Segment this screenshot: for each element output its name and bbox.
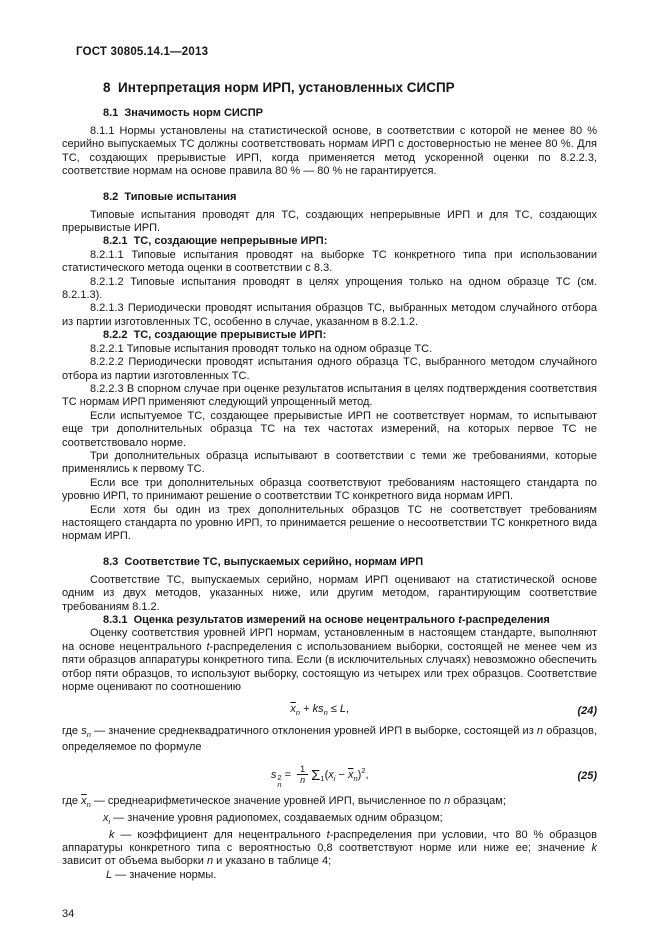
italic-t: t (458, 614, 462, 626)
doc-code-header: ГОСТ 30805.14.1—2013 (76, 46, 209, 58)
operator-equals: = (281, 768, 295, 781)
heading-8-2-2: 8.2.2 ТС, создающие прерывистые ИРП: (103, 329, 327, 342)
sub-n: n (323, 708, 328, 718)
body-text: где (62, 795, 82, 808)
formula-25 (62, 764, 597, 789)
body-text: — среднеарифметическое значение уровней ИРП, вычисленное по (90, 795, 445, 808)
paragraph-8-2-2-1: 8.2.2.1 Типовые испытания проводят только на одном образце ТС. (90, 342, 433, 355)
where-list-item-xbar (62, 795, 597, 812)
var-n: n (206, 855, 214, 868)
formula-24 (62, 703, 597, 717)
sup-2: 2 (361, 765, 366, 775)
summation-sign: Σ (311, 766, 321, 784)
heading-text: 8.3.1 Оценка результатов измерений на основе нецентрального (103, 614, 459, 626)
body-text: — значение среднеквадратичного отклонения уровней ИРП в выборке, состоящей из (90, 724, 537, 737)
where-list-item-L (62, 869, 597, 882)
section-8-heading: 8 Интерпретация норм ИРП, установленных СИСПР (103, 80, 455, 95)
paragraph-8-2-intro: Типовые испытания проводят для ТС, создающих непрерывные ИРП и для ТС, создающих прерывистые ИРП. (62, 208, 597, 235)
paragraph-retest-rule: Если испытуемое ТС, создающее прерывистые ИРП не соответствует нормам, то испытывают еще три дополнительных образца ТС на тех частотах измерений, на которых первое ТС не соответствовало норме. (62, 409, 597, 449)
var-x: x (328, 768, 334, 781)
var-xbar: $\overline{x}$ (81, 795, 87, 808)
sub-n: n (295, 708, 301, 718)
paragraph-all-pass-rule: Если все три дополнительных образца соответствуют требованиям настоящего стандарта по уровню ИРП, то принимают решение о соответствии ТС конкретного вида нормам ИРП. (62, 476, 597, 503)
fraction (297, 764, 308, 786)
operator-leq: ≤ (327, 703, 340, 716)
heading-8-2-1: 8.2.1 ТС, создающие непрерывные ИРП: (103, 235, 328, 248)
sub-i: i (333, 773, 336, 783)
var-L: L (106, 868, 113, 881)
var-k: k (591, 841, 597, 854)
where-list-item-xi (62, 812, 597, 829)
var-n: n (536, 724, 544, 737)
sub-i: i (108, 817, 111, 827)
fraction-denominator: n (300, 774, 306, 785)
body-text: -распределения при условии, что 80 % образцов аппаратуры конкретного типа с вероятностью 0,8 соответствуют норме или ниже ее; значение (62, 828, 597, 854)
paragraph-8-3-1-body (62, 627, 597, 694)
formula-24-number: (24) (577, 704, 597, 717)
paragraph-where-s (62, 725, 597, 755)
paragraph-8-2-1-3: 8.2.1.3 Периодически проводят испытания образцов ТС, выбранных методом случайного отбора из партии изготовленных ТС, особенно в случае, указанном в 8.2.1.2. (62, 302, 597, 328)
body-text: образцам; (450, 795, 506, 808)
body-text: зависит от объема выборки (62, 855, 207, 868)
heading-text: -распределения (461, 614, 550, 626)
summation-lower-limit: 1 (320, 773, 325, 783)
var-s: s (270, 768, 277, 781)
var-n: n (444, 795, 451, 808)
body-text: — значение нормы. (112, 868, 217, 881)
where-list-item-k (62, 829, 597, 869)
formula-25-number: (25) (577, 770, 597, 782)
paren-open: ( (324, 768, 329, 781)
italic-t: t (206, 640, 210, 653)
comma: , (346, 703, 350, 716)
sub-n: n (353, 773, 358, 783)
paragraph-8-2-1-1: 8.2.1.1 Типовые испытания проводят на выборке ТС конкретного типа при использовании статистического метода оценки в соответствии с 8.3. (62, 248, 597, 275)
comma: , (365, 768, 369, 781)
formula-24-expression (62, 703, 577, 717)
heading-8-3-1 (103, 614, 597, 627)
body-text: Оценку соответствия уровней ИРП нормам, установленным в настоящем стандарте, выполняют на основе нецентрального (62, 627, 597, 653)
var-k: k (109, 828, 115, 841)
body-text: образцов, определяемое по формуле (62, 724, 597, 754)
paragraph-8-2-1-2: 8.2.1.2 Типовые испытания проводят в целях упрощения только на одном образце ТС (см. 8.2.1.3). (62, 275, 597, 302)
var-s: s (81, 724, 87, 737)
italic-t: t (326, 828, 330, 841)
sup-2: 2 (277, 773, 282, 783)
formula-25-expression (62, 764, 577, 789)
var-x: x (103, 811, 109, 824)
operator-plus: + (300, 703, 313, 716)
body-text: — значение уровня радиопомех, создаваемых одним образцом; (110, 811, 443, 824)
paragraph-three-samples: Три дополнительных образца испытывают в соответствии с теми же требованиями, которые применялись к первому ТС. (62, 449, 597, 476)
sub-n: n (86, 800, 91, 810)
paragraph-one-fail-rule: Если хотя бы один из трех дополнительных образцов ТС не соответствует требованиям настоящего стандарта по уровню ИРП, то принимается решение о несоответствии ТС конкретного вида нормам ИРП. (62, 503, 597, 543)
sub-n: n (86, 729, 91, 739)
heading-8-3: 8.3 Соответствие ТС, выпускаемых серийно, нормам ИРП (103, 555, 424, 568)
heading-8-1: 8.1 Значимость норм СИСПР (103, 107, 263, 119)
sub-n: n (277, 780, 282, 790)
var-xbar: $\overline{x}$ (290, 703, 296, 716)
paragraph-8-2-2-3: 8.2.2.3 В спорном случае при оценке результатов испытания в целях подтверждения соответствия ТС нормам ИРП применяют следующий упрощенный метод. (62, 382, 597, 409)
operator-minus: − (335, 768, 348, 781)
page-number: 34 (62, 908, 75, 921)
body-text: — коэффициент для нецентрального (114, 828, 327, 841)
var-L: L (339, 703, 347, 716)
var-ks: ks (312, 703, 324, 716)
var-xbar: $\overline{x}$ (347, 768, 354, 781)
fraction-numerator: 1 (297, 764, 308, 775)
paragraph-8-3-intro: Соответствие ТС, выпускаемых серийно, нормам ИРП оценивают на статистической основе одним из двух методов, указанных ниже, или другим методом, гарантирующим соответствие требованиям 8.1.2. (62, 573, 597, 613)
paragraph-8-2-2-2: 8.2.2.2 Периодически проводят испытания одного образца ТС, выбранного методом случайного отбора из партии изготовленных ТС. (62, 356, 597, 382)
body-text: -распределения с использованием выборки, состоящей не менее чем из пяти образцов аппаратуры конкретного типа. Если (в исключительных случаях) невозможно обеспечить отбор пяти образцов, то используют выборку, состоящую из четырех или трех образцов. Соответствие норме оценивают по соотношению (62, 640, 597, 694)
heading-8-2: 8.2 Типовые испытания (103, 190, 237, 203)
body-text: где (62, 724, 82, 737)
body-text: и указано в таблице 4; (213, 855, 332, 868)
paren-close: ) (357, 768, 362, 781)
paragraph-8-1-1: 8.1.1 Нормы установлены на статистической основе, в соответствии с которой не менее 80 % серийно выпускаемых ТС должны соответствовать нормам ИРП с достоверностью не менее 80 %. Для ТС, создающих прерывистые ИРП, когда применяется метод ускоренной оценки по 8.2.2.3, соответствие нормам на основе правила 80 % — 80 % не гарантируется. (62, 125, 597, 178)
